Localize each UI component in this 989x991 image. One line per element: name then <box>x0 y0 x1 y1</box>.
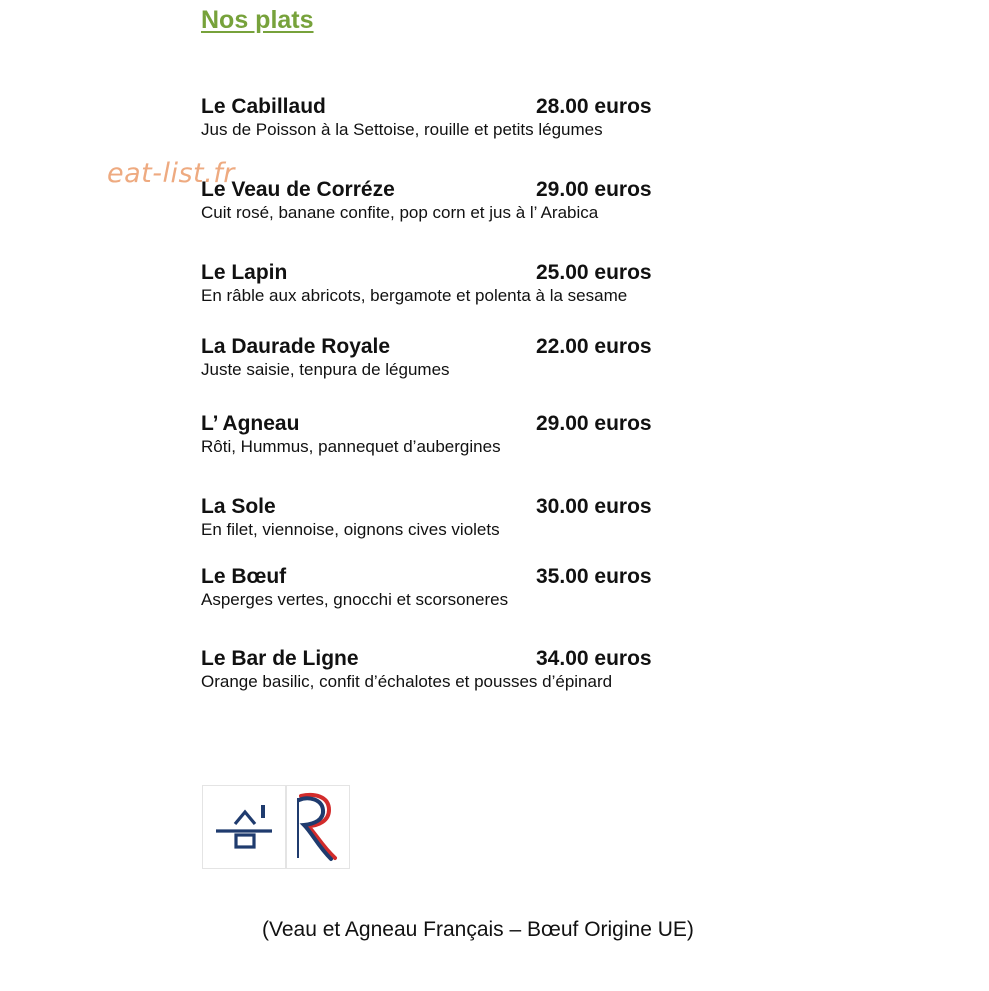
dish-description: En râble aux abricots, bergamote et polenta à la sesame <box>201 286 628 305</box>
letter-r-logo-icon <box>286 785 350 869</box>
dish-name: Le Cabillaud <box>201 95 326 118</box>
dish-name: Le Lapin <box>201 261 288 284</box>
dish-price: 29.00 euros <box>536 178 652 201</box>
dish-price: 34.00 euros <box>536 647 652 670</box>
dish-description: Asperges vertes, gnocchi et scorsoneres <box>201 590 509 609</box>
watermark: eat-list.fr <box>107 158 235 189</box>
dish-price: 28.00 euros <box>536 95 652 118</box>
dish-description: Juste saisie, tenpura de légumes <box>201 360 450 379</box>
dish-name: La Daurade Royale <box>201 335 391 358</box>
dish-name: L’ Agneau <box>201 412 300 435</box>
dish-price: 29.00 euros <box>536 412 652 435</box>
dish-price: 35.00 euros <box>536 565 652 588</box>
dish-name: Le Bœuf <box>201 565 287 588</box>
dish-description: Rôti, Hummus, pannequet d’aubergines <box>201 437 501 456</box>
origin-footnote: (Veau et Agneau Français – Bœuf Origine UE) <box>262 918 694 941</box>
dish-price: 22.00 euros <box>536 335 652 358</box>
dish-description: Orange basilic, confit d’échalotes et pousses d’épinard <box>201 672 613 691</box>
dish-price: 30.00 euros <box>536 495 652 518</box>
dish-description: En filet, viennoise, oignons cives violets <box>201 520 500 539</box>
menu-title: Nos plats <box>201 6 314 34</box>
dish-price: 25.00 euros <box>536 261 652 284</box>
dish-description: Cuit rosé, banane confite, pop corn et jus à l’ Arabica <box>201 203 599 222</box>
dish-name: Le Veau de Corréze <box>201 178 395 201</box>
dish-name: Le Bar de Ligne <box>201 647 359 670</box>
dish-description: Jus de Poisson à la Settoise, rouille et petits légumes <box>201 120 603 139</box>
dish-name: La Sole <box>201 495 276 518</box>
certification-logos <box>202 785 350 867</box>
house-logo-icon <box>202 785 286 869</box>
